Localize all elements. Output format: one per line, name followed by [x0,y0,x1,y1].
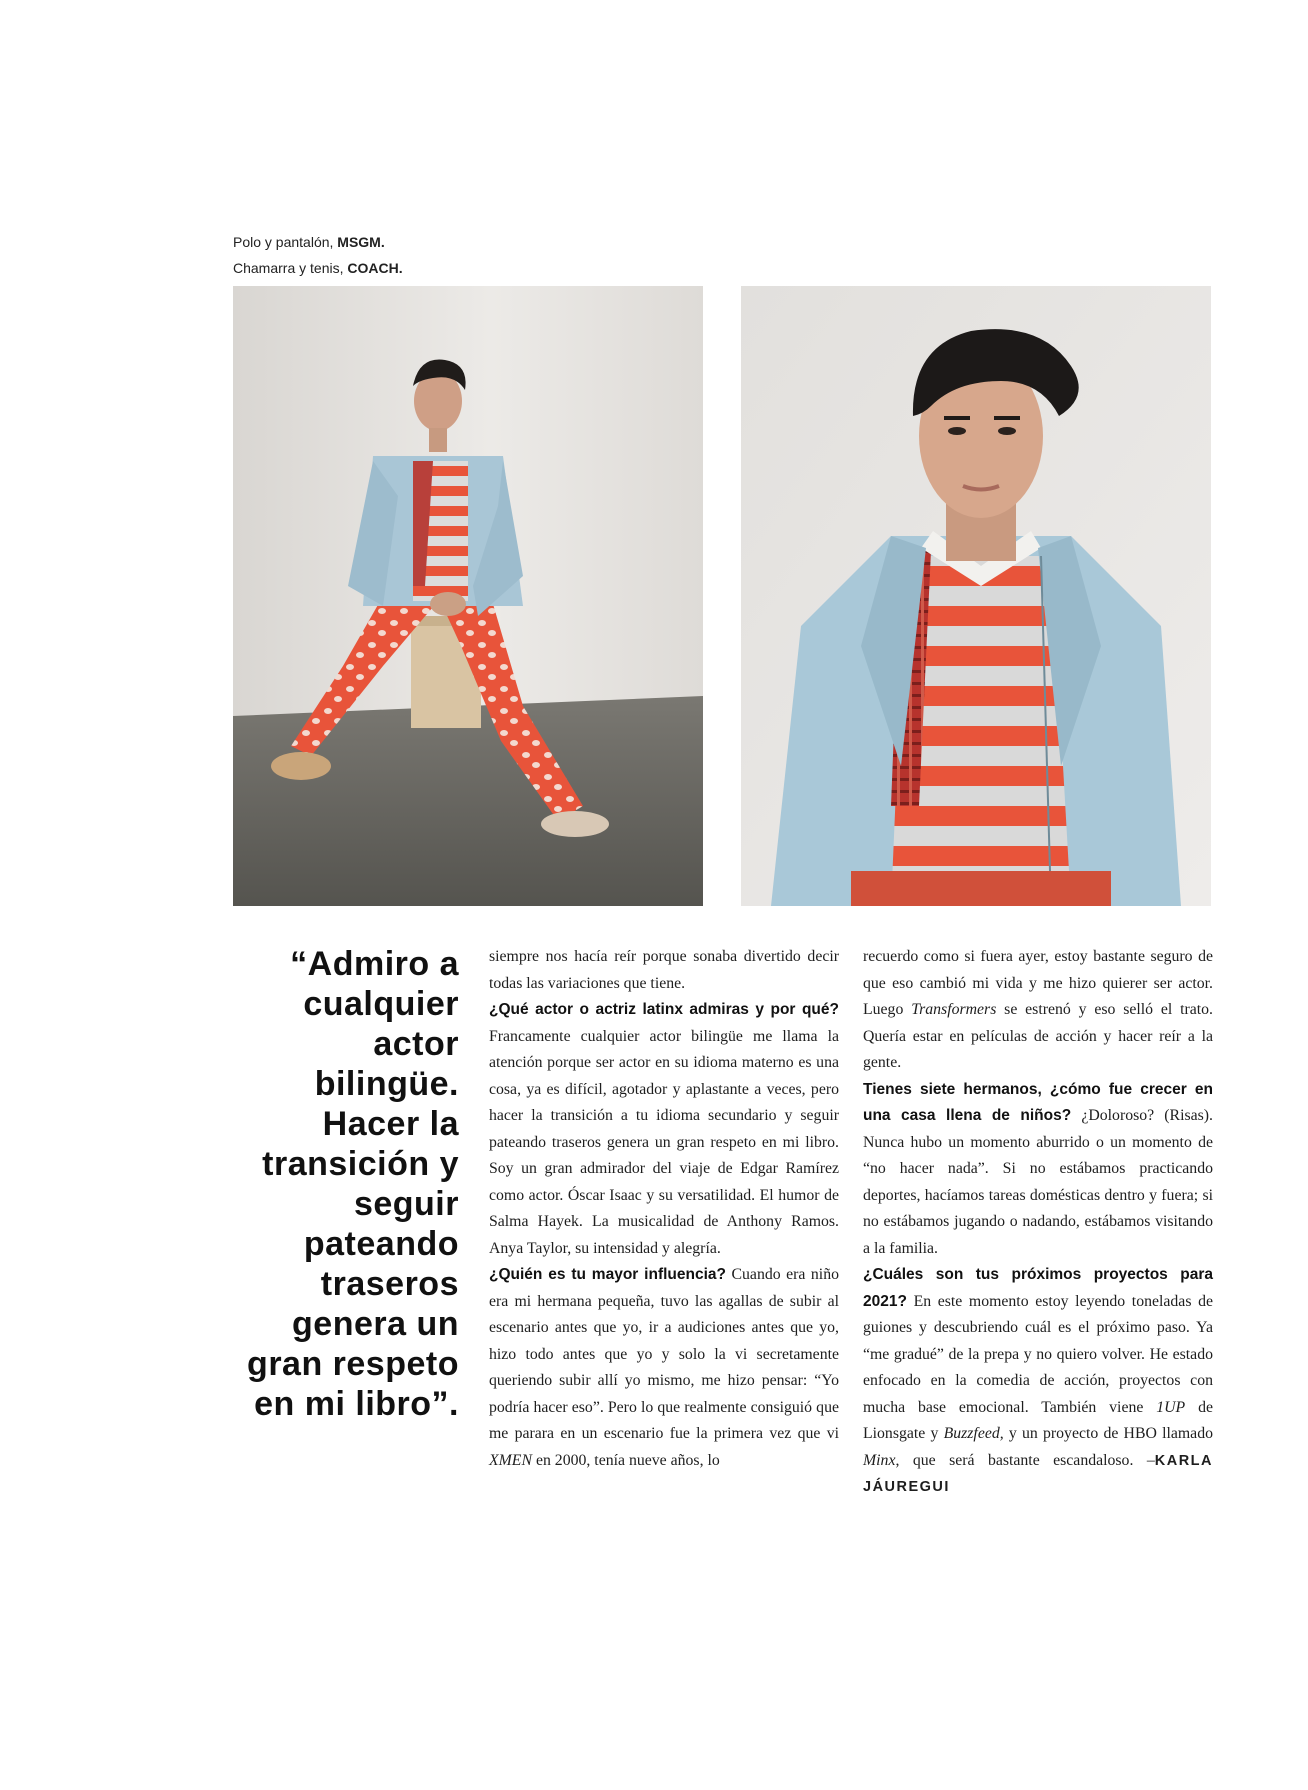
film-title: XMEN [489,1451,532,1469]
interview-answer: En este momento estoy leyendo toneladas de guiones y descubriendo cuál es el próximo paso. Ya “me gradué” de la prepa y no quiero volver. He estado enfocado en la comedia de acción, proyectos con mucha base emocional. También viene [863,1292,1213,1416]
paragraph [863,1077,1213,1263]
interview-question: ¿Qué actor o actriz latinx admiras y por qué? [489,1001,839,1018]
interview-question: ¿Cuáles son tus próximos proyectos para 2021? [863,1266,1213,1310]
paragraph-text: recuerdo como si fuera ayer, estoy bastante seguro de que eso cambió mi vida y me hizo quierer ser actor. Luego [863,948,1213,1018]
credit-brand: COACH. [347,260,403,276]
paragraph [863,944,1213,1077]
credit-line-2 [233,255,403,281]
interview-answer: Francamente cualquier actor bilingüe me llama la atención porque ser actor en su idioma materno es una cosa, ya es difícil, agotador y aplastante a veces, pero hacer la transición a tu idioma secundario y seguir pateando traseros genera un gran respeto en mi libro. Soy un gran admirador del viaje de Edgar Ramírez como actor. Óscar Isaac y su versatilidad. El humor de Salma Hayek. La musicalidad de Anthony Ramos. Anya Taylor, su intensidad y alegría. [489,1027,839,1257]
credit-label: Polo y pantalón, [233,234,338,250]
interview-answer: de Lionsgate y [863,1398,1213,1442]
interview-answer: Cuando era niño era mi hermana pequeña, tuvo las agallas de subir al escenario antes que yo, ir a audiciones antes que yo, hizo todo antes que yo y solo la vi secretamente queriendo subir allí yo mismo, me hizo pensar: “Yo podría hacer eso”. Pero lo que realmente consiguió que me parara en un escenario fue la primera vez que vi [489,1266,839,1442]
paragraph-text: siempre nos hacía reír porque sonaba divertido decir todas las variaciones que tiene. [489,948,839,992]
paragraph [489,997,839,1262]
author-signature: KARLA JÁUREGUI [863,1452,1213,1495]
interview-question: ¿Quién es tu mayor influencia? [489,1266,726,1283]
paragraph [863,1262,1213,1501]
article-column-1 [489,944,839,1474]
seated-full-body-photo [233,286,703,906]
interview-question: Tienes siete hermanos, ¿cómo fue crecer en una casa llena de niños? [863,1080,1213,1124]
photo-credits [233,229,403,281]
interview-answer: y un proyecto de HBO llamado [1003,1425,1213,1442]
article-column-2 [863,944,1213,1501]
project-title: Minx [863,1451,896,1469]
interview-answer: , que será bastante escandaloso. – [895,1451,1155,1469]
project-title: 1UP [1156,1398,1186,1416]
paragraph [489,944,839,997]
credit-line-1 [233,229,403,255]
film-title: Transformers [911,1001,997,1018]
interview-answer: en 2000, tenía nueve años, lo [532,1451,720,1469]
paragraph-text: se estrenó y eso selló el trato. Quería estar en películas de acción y hacer reír a la gente. [863,1001,1213,1071]
interview-answer: ¿Doloroso? (Risas). Nunca hubo un momento aburrido o un momento de “no hacer nada”. Si no estábamos practicando deportes, hacíamos tareas domésticas dentro y fuera; si no estábamos jugando o nadando, estábamos visitando a la familia. [863,1107,1213,1257]
paragraph [489,1262,839,1474]
pull-quote: “Admiro a cualquier actor bilingüe. Hacer la transición y seguir pateando traseros genera un gran respeto en mi libro”. [247,945,459,1423]
project-title: Buzzfeed, [943,1425,1004,1442]
credit-label: Chamarra y tenis, [233,260,348,276]
portrait-close-up-photo [741,286,1211,906]
credit-brand: MSGM. [337,234,385,250]
